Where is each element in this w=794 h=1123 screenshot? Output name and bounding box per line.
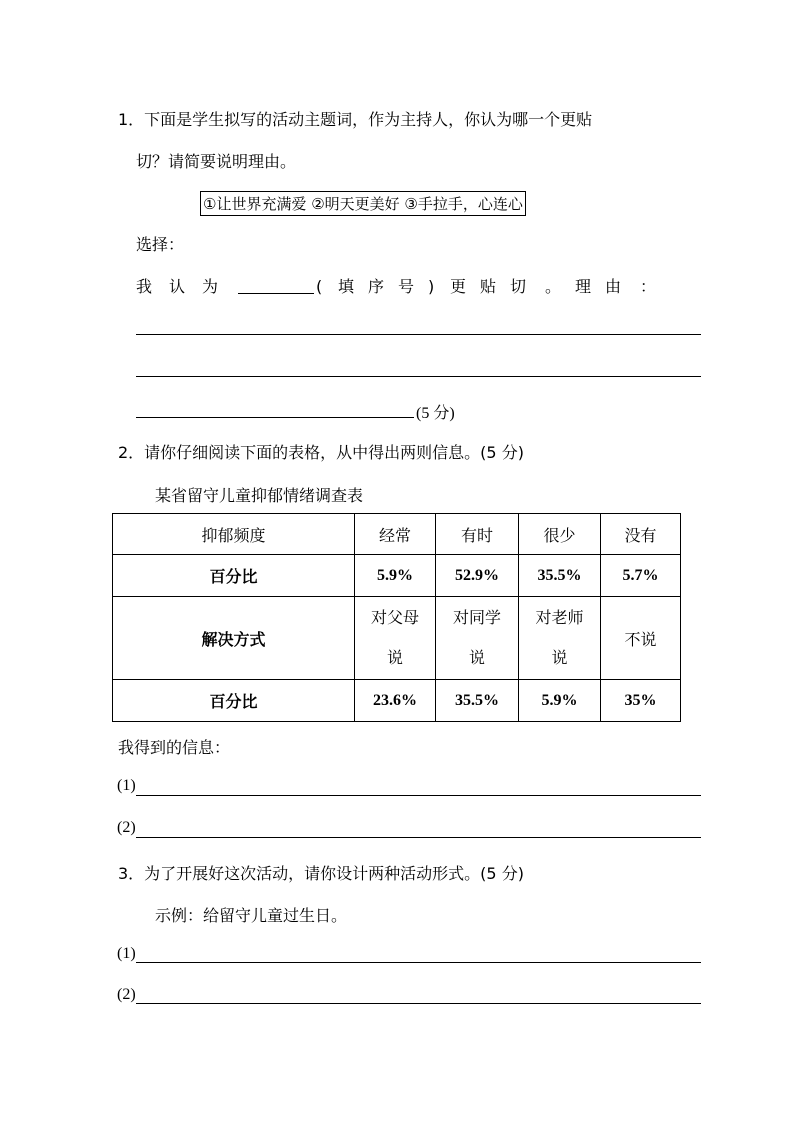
- q2-blank2-label: (2): [117, 819, 136, 836]
- table-cell: 35.5%: [436, 680, 519, 722]
- wrapped-text: 对父母说: [371, 608, 420, 667]
- q3-line1: 3．为了开展好这次活动，请你设计两种活动形式。(5 分): [118, 864, 524, 883]
- table-cell: 不说: [601, 597, 681, 680]
- table-cell: 5.7%: [601, 555, 681, 597]
- table-cell: 没有: [601, 514, 681, 555]
- q3-answer-line-1[interactable]: [136, 962, 701, 963]
- table-cell: [436, 597, 519, 680]
- table-row: [113, 555, 681, 597]
- q1-score: (5 分): [416, 405, 455, 422]
- q3-blank2-label: (2): [117, 986, 136, 1003]
- q1-prompt-b: [316, 274, 660, 297]
- prompt-char: 切: [510, 277, 527, 296]
- prompt-char: (: [316, 277, 323, 296]
- prompt-char: 填: [338, 277, 355, 296]
- prompt-char: ：: [640, 277, 657, 296]
- table-cell: [519, 597, 601, 680]
- prompt-char: 。: [545, 277, 562, 296]
- q1-answer-blank[interactable]: [238, 293, 314, 294]
- q1-reason-line-2[interactable]: [136, 376, 701, 377]
- prompt-char: 号: [398, 277, 415, 296]
- q2-line1: 2．请你仔细阅读下面的表格，从中得出两则信息。(5 分): [118, 443, 524, 462]
- q2-answer-line-1[interactable]: [136, 795, 701, 796]
- table-cell: 经常: [355, 514, 436, 555]
- q1-prompt-a: [136, 274, 235, 297]
- q2-table-title: 某省留守儿童抑郁情绪调查表: [155, 486, 364, 505]
- q1-choose-label: 选择：: [136, 235, 185, 254]
- q3-blank1-label: (1): [117, 945, 136, 962]
- wrapped-text: 对同学说: [453, 608, 502, 667]
- table-row: [113, 514, 681, 555]
- prompt-char: 由: [605, 277, 622, 296]
- table-row: [113, 680, 681, 722]
- q1-line2: 切？请简要说明理由。: [136, 152, 297, 171]
- table-cell: 百分比: [113, 680, 355, 722]
- prompt-char: ): [428, 277, 435, 296]
- q2-blank1-label: (1): [117, 777, 136, 794]
- q1-reason-line-3[interactable]: [136, 417, 414, 418]
- table-cell: 35.5%: [519, 555, 601, 597]
- prompt-char: 为: [202, 277, 219, 296]
- table-cell: 5.9%: [519, 680, 601, 722]
- prompt-char: 我: [136, 277, 153, 296]
- prompt-char: 理: [575, 277, 592, 296]
- table-cell: 解决方式: [113, 597, 355, 680]
- wrapped-text: 对老师说: [535, 608, 584, 667]
- table-cell: 有时: [436, 514, 519, 555]
- table-row: [113, 597, 681, 680]
- q3-example: 示例：给留守儿童过生日。: [155, 906, 348, 925]
- prompt-char: 贴: [480, 277, 497, 296]
- table-cell: 很少: [519, 514, 601, 555]
- q1-reason-line-1[interactable]: [136, 334, 701, 335]
- table-cell: 5.9%: [355, 555, 436, 597]
- prompt-char: 认: [169, 277, 186, 296]
- q2-info-label: 我得到的信息：: [118, 738, 231, 757]
- table-cell: 52.9%: [436, 555, 519, 597]
- q1-options-box: ①让世界充满爱 ②明天更美好 ③手拉手，心连心: [200, 191, 526, 216]
- prompt-char: 序: [368, 277, 385, 296]
- table-cell: 23.6%: [355, 680, 436, 722]
- table-cell: 百分比: [113, 555, 355, 597]
- q2-answer-line-2[interactable]: [136, 837, 701, 838]
- prompt-char: 更: [450, 277, 467, 296]
- q3-answer-line-2[interactable]: [136, 1003, 701, 1004]
- survey-table: [112, 513, 681, 722]
- table-cell: 35%: [601, 680, 681, 722]
- table-cell: 抑郁频度: [113, 514, 355, 555]
- table-cell: [355, 597, 436, 680]
- q1-line1: 1．下面是学生拟写的活动主题词，作为主持人，你认为哪一个更贴: [118, 110, 593, 129]
